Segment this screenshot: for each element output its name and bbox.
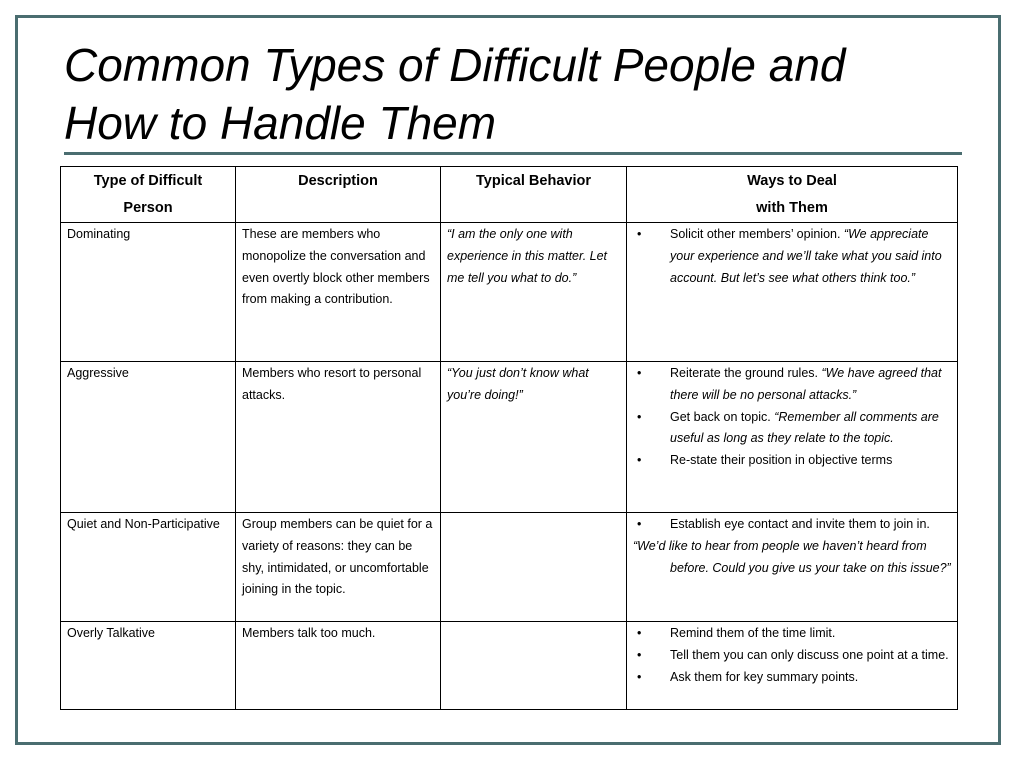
- cell-description: Group members can be quiet for a variety of reasons: they can be shy, intimidated, or uncomfortable joining in the topic.: [236, 513, 441, 622]
- ways-list-item: [633, 363, 951, 407]
- table-row: [61, 513, 958, 622]
- difficult-people-table: [60, 166, 958, 710]
- cell-ways: [627, 513, 958, 622]
- header-ways-line-1: Ways to Deal: [747, 173, 837, 189]
- ways-list: [633, 514, 951, 536]
- ways-list: [633, 363, 951, 472]
- ways-item-text: Ask them for key summary points.: [670, 669, 859, 684]
- ways-item-text: Get back on topic.: [670, 409, 775, 424]
- ways-item-text: Solicit other members’ opinion.: [670, 227, 844, 241]
- ways-list: [633, 224, 951, 289]
- ways-list-item: [633, 667, 951, 689]
- bullet-icon: •: [637, 453, 642, 468]
- bullet-icon: •: [637, 366, 642, 380]
- bullet-icon: •: [637, 517, 642, 531]
- cell-type: Dominating: [61, 223, 236, 362]
- header-ways-to-deal: [627, 167, 958, 223]
- cell-description: Members talk too much.: [236, 622, 441, 710]
- cell-description: Members who resort to personal attacks.: [236, 362, 441, 513]
- header-type-line-2: Person: [123, 200, 173, 216]
- slide-title: [64, 36, 964, 152]
- cell-ways: [627, 622, 958, 710]
- cell-type: Aggressive: [61, 362, 236, 513]
- ways-item-text: Remind them of the time limit.: [670, 626, 836, 640]
- ways-quote: “We’d like to hear from people we haven’t heard from before. Could you give us your take on this issue?”: [633, 538, 951, 575]
- ways-list-item: [633, 623, 951, 645]
- ways-list-item: [633, 514, 951, 536]
- header-typical-behavior: Typical Behavior: [441, 167, 627, 223]
- bullet-icon: •: [637, 409, 642, 424]
- cell-ways: [627, 362, 958, 513]
- header-type: [61, 167, 236, 223]
- ways-item-text: Tell them you can only discuss one point at a time.: [670, 647, 949, 662]
- table-row: [61, 622, 958, 710]
- cell-behavior: [441, 622, 627, 710]
- bullet-icon: •: [637, 227, 642, 241]
- title-divider: [64, 152, 962, 155]
- ways-list-item: [633, 224, 951, 289]
- ways-item-text: Establish eye contact and invite them to join in.: [670, 517, 930, 531]
- ways-item-quote: “We have agreed that there will be no personal attacks.”: [670, 366, 942, 402]
- ways-list-item: [633, 645, 951, 667]
- ways-item-text: Reiterate the ground rules.: [670, 366, 822, 380]
- bullet-icon: •: [637, 647, 642, 662]
- ways-list-item: [633, 450, 951, 472]
- table-header-row: [61, 167, 958, 223]
- bullet-icon: •: [637, 669, 642, 684]
- ways-item-text: Re-state their position in objective terms: [670, 453, 893, 468]
- cell-behavior: [441, 513, 627, 622]
- ways-list-item: [633, 407, 951, 451]
- cell-type: Quiet and Non-Participative: [61, 513, 236, 622]
- cell-description: These are members who monopolize the conversation and even overtly block other members from making a contribution.: [236, 223, 441, 362]
- slide-title-line-2: How to Handle Them: [64, 97, 497, 149]
- bullet-icon: •: [637, 626, 642, 640]
- ways-list: [633, 623, 951, 688]
- header-type-line-1: Type of Difficult: [93, 173, 203, 189]
- cell-behavior: “I am the only one with experience in this matter. Let me tell you what to do.”: [441, 223, 627, 362]
- header-ways-line-2: with Them: [756, 200, 828, 216]
- cell-behavior: “You just don’t know what you’re doing!”: [441, 362, 627, 513]
- cell-ways: [627, 223, 958, 362]
- ways-item-quote: “Remember all comments are useful as long as they relate to the topic.: [670, 409, 939, 446]
- header-description: Description: [236, 167, 441, 223]
- cell-type: Overly Talkative: [61, 622, 236, 710]
- table-row: [61, 223, 958, 362]
- ways-item-quote: “We appreciate your experience and we’ll take what you said into account. But let’s see what others think too.”: [670, 227, 942, 285]
- table-row: [61, 362, 958, 513]
- table-container: [60, 166, 958, 710]
- slide-title-line-1: Common Types of Difficult People and: [64, 39, 846, 91]
